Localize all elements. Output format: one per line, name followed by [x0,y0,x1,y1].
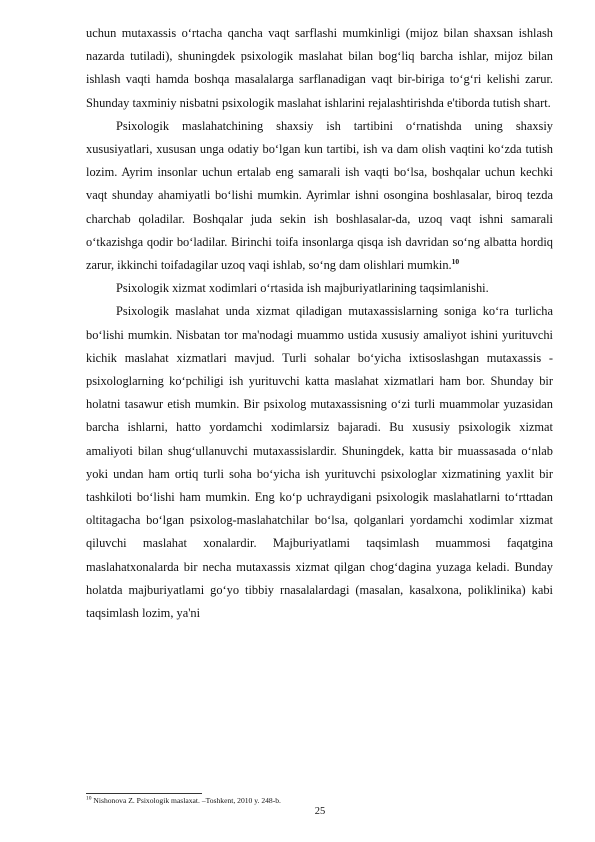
paragraph-text: Psixologik xizmat xodimlari o‘rtasida ish majburiyatlarining taqsimlanishi. [116,281,489,296]
footnote-reference[interactable]: 10 [451,256,460,266]
paragraph-continued [86,22,553,115]
page-body [86,22,553,625]
section-subheading [86,277,553,300]
page-number: 25 [314,806,326,817]
paragraph-text: Psixologik maslahat unda xizmat qiladigan mutaxassislarning soniga ko‘ra turlicha bo‘lishi mumkin. Nisbatan tor ma'nodagi muammo ustida xususiy amaliyot ishini yurituvchi kichik maslahat xizmatlari mavjud. Turli sohalar bo‘yicha ixtisoslashgan mutaxassis - psixologlarning ko‘pchiligi ish yurituvchi katta maslahat xizmatlari ham bor. Shunday bir holatni tasawur etish mumkin. Bir psixolog mutaxassisning o‘zi turli muammolar yuzasidan barcha ishlarni, hatto yordamchi xodimlarsiz bajaradi. Bu xususiy psixologik xizmat amaliyoti bilan shug‘ullanuvchi mutaxassislardir. Shuningdek, katta bir muassasada o‘nlab yoki undan ham ortiq turli soha bo‘yicha ish yurituvchi psixologlar xizmatining yaxlit bir tashkiloti bo‘lishi ham mumkin. Eng ko‘p uchraydigani psixologik maslahatlarni to‘rttadan oltitagacha bo‘lgan psixolog-maslahatchilar bo‘lsa, qolganlari yordamchi xodimlar xizmat qiluvchi maslahat xonalardir. Majburiyatlami taqsimlash muammosi faqatgina maslahatxonalarda bir necha mutaxassis xizmat qilgan chog‘dagina yuzaga keladi. Bunday holatda majburiyatlami go‘yo tibbiy rnasalalardagi (masalan, kasalxona, poliklinika) kabi taqsimlash lozim, ya'ni [86,304,553,621]
paragraph-text: Psixologik maslahatchining shaxsiy ish tartibini o‘rnatishda uning shaxsiy xususiyatlari, xususan unga odatiy bo‘lgan kun tartibi, ish va dam olish vaqtini ko‘zda tutish lozim. Ayrim insonlar uchun ertalab eng samarali ish vaqti bo‘lsa, boshqalar uchun kechki vaqt shunday ahamiyatli bo‘lishi mumkin. Ayrimlar ishni osongina boshlasalar, biroq tezda charchab qoladilar. Boshqalar juda sekin ish boshlasalar-da, uzoq vaqt ishni samarali o‘tkazishga qodir bo‘ladilar. Birinchi toifa insonlarga qisqa ish davridan so‘ng albatta hordiq zarur, ikkinchi toifadagilar uzoq vaqi ishlab, so‘ng dam olishlari mumkin. [86,118,553,273]
footnote-number: 10 [86,795,92,802]
footnote-divider [86,793,202,794]
paragraph-staff-duties [86,300,553,625]
footnote-text: Nishonova Z. Psixologik maslaxat. –Toshkent, 2010 y. 248-b. [93,796,281,805]
paragraph-work-schedule [86,115,553,277]
footnote [86,795,553,806]
paragraph-text: uchun mutaxassis o‘rtacha qancha vaqt sarflashi mumkinligi (mijoz bilan shaxsan ishlash nazarda tutiladi), shuningdek psixologik maslahat bilan bog‘liq barcha ishlar, mijoz bilan ishlash vaqti hamda boshqa masalalarga sarflanadigan vaqt bir-biriga to‘g‘ri kelishi zarur. Shunday taxminiy nisbatni psixologik maslahat ishlarini rejalashtirishda e'tiborda tutish shart. [86,26,553,110]
